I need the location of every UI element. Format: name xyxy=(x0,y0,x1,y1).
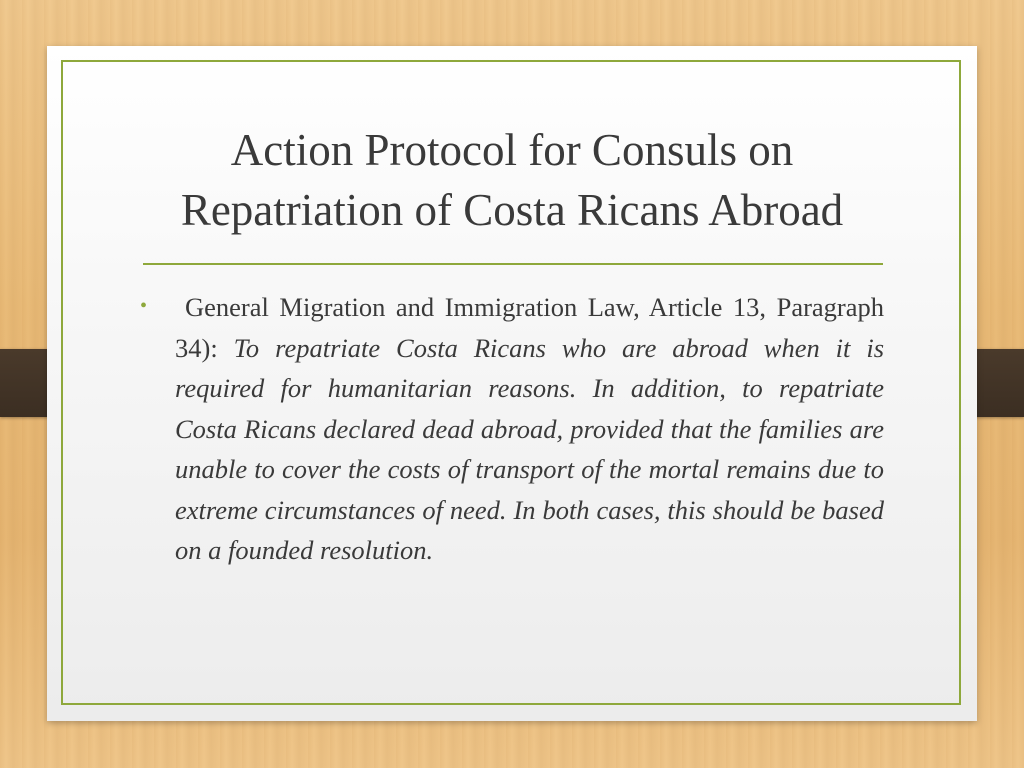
title-line-2: Repatriation of Costa Ricans Abroad xyxy=(180,185,844,235)
bullet-icon: • xyxy=(140,295,148,317)
title-line-1: Action Protocol for Consuls on xyxy=(230,125,794,175)
law-quote: To repatriate Costa Ricans who are abroad when it is required for humanitarian reasons. In addition, to repatriate Costa Ricans declared dead abroad, provided that the families are unable to cover the costs of transport of the mortal remains due to extreme circumstances of need. In both cases, this should be based on a founded resolution. xyxy=(175,332,885,565)
slide-title xyxy=(107,120,917,240)
bullet-paragraph xyxy=(175,287,884,571)
title-divider xyxy=(143,263,883,265)
law-reference: General Migration and Immigration Law, Article 13, Paragraph 34): xyxy=(175,292,884,363)
slide-card xyxy=(47,46,977,721)
